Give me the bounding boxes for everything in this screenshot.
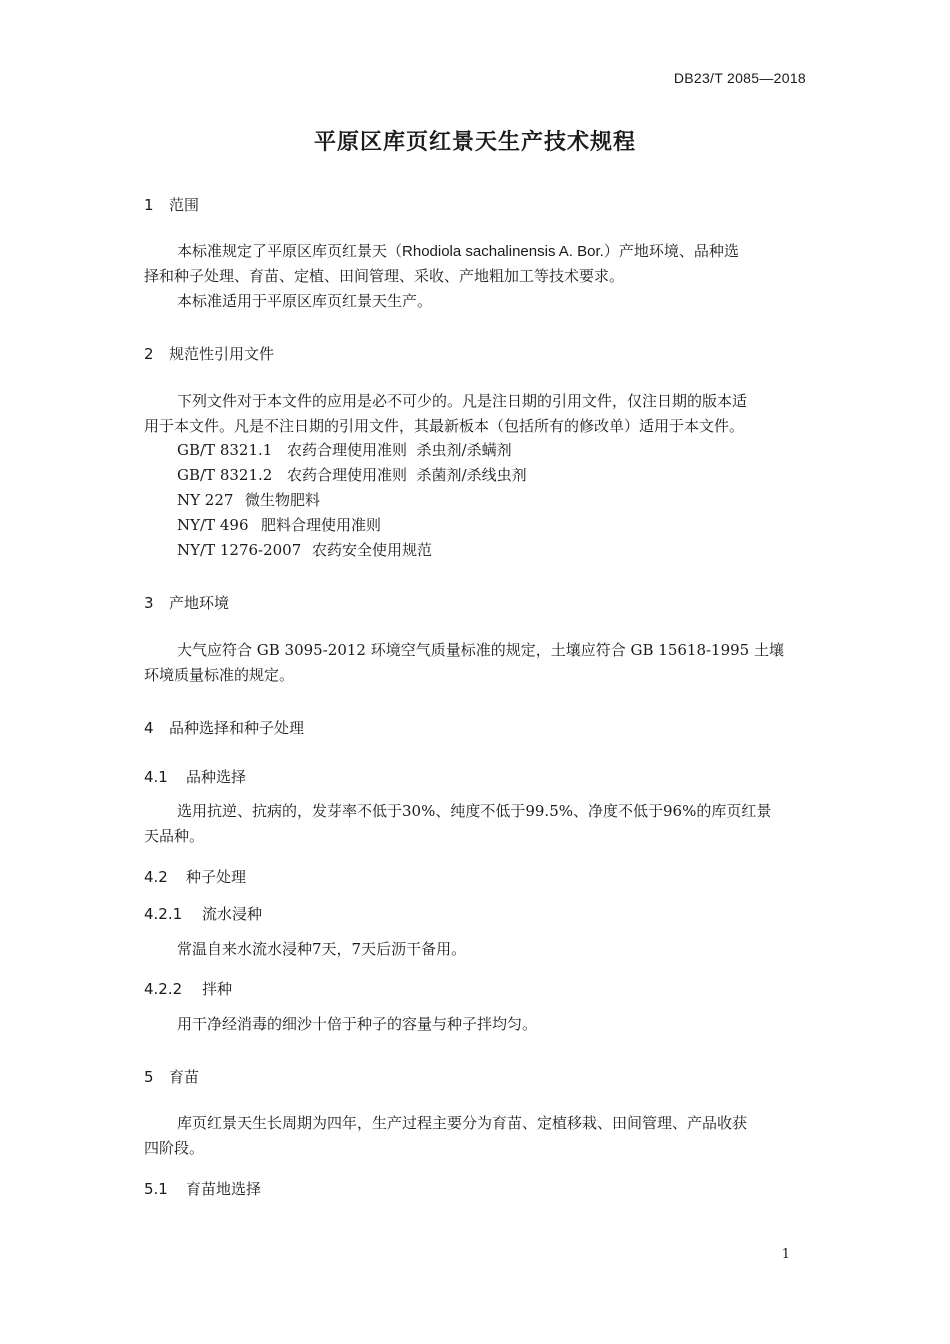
section-number: 1 [144, 196, 154, 214]
section-number: 4.2.1 [144, 905, 183, 923]
section-title: 育苗 [169, 1068, 200, 1086]
latin-name: Rhodiola sachalinensis A. Bor. [402, 243, 604, 260]
section-3-paragraph-1 [144, 638, 806, 688]
section-5-1-heading [144, 1178, 261, 1199]
section-title: 拌种 [202, 980, 233, 998]
section-title: 品种选择 [186, 768, 247, 786]
section-title: 流水浸种 [202, 905, 263, 923]
reference-code: NY 227 [177, 491, 234, 509]
paragraph-line: 环境质量标准的规定。 [144, 666, 295, 684]
section-2-paragraph-1 [144, 389, 806, 439]
section-4-2-2-paragraph [144, 1012, 806, 1037]
section-1-paragraph-1 [144, 239, 806, 289]
reference-item [177, 464, 527, 485]
section-4-1-heading [144, 766, 246, 787]
reference-code: GB/T 8321.1 [177, 441, 273, 459]
section-number: 4 [144, 719, 154, 737]
section-5-heading [144, 1066, 199, 1087]
section-1-heading [144, 194, 199, 215]
section-3-heading [144, 592, 229, 613]
document-title: 平原区库页红景天生产技术规程 [313, 130, 636, 155]
reference-item [177, 539, 432, 560]
section-4-1-paragraph [144, 799, 806, 849]
section-title: 品种选择和种子处理 [169, 719, 305, 737]
standard-code: DB23/T 2085—2018 [673, 70, 806, 86]
paragraph-line: 选用抗逆、抗病的，发芽率不低于30%、纯度不低于99.5%、净度不低于96%的库页红景 [177, 802, 772, 820]
section-4-2-2-heading [144, 978, 232, 999]
reference-item [177, 439, 512, 460]
paragraph-line: 用干净经消毒的细沙十倍于种子的容量与种子拌均匀。 [177, 1015, 538, 1033]
paragraph-line: 四阶段。 [144, 1139, 205, 1157]
section-title: 育苗地选择 [186, 1180, 262, 1198]
section-title: 范围 [169, 196, 200, 214]
paragraph-line: 择和种子处理、育苗、定植、田间管理、采收、产地粗加工等技术要求。 [144, 267, 625, 285]
section-number: 5 [144, 1068, 154, 1086]
paragraph-line: 天品种。 [144, 827, 205, 845]
section-5-paragraph [144, 1111, 806, 1161]
reference-title: 肥料合理使用准则 [261, 516, 382, 534]
section-number: 4.2 [144, 868, 168, 886]
reference-code: GB/T 8321.2 [177, 466, 273, 484]
text-run: ）产地环境、品种选 [603, 242, 739, 260]
section-number: 4.2.2 [144, 980, 183, 998]
section-number: 3 [144, 594, 154, 612]
section-title: 种子处理 [186, 868, 247, 886]
paragraph-line: 大气应符合 GB 3095-2012 环境空气质量标准的规定，土壤应符合 GB 15618-1995 土壤 [177, 641, 784, 659]
reference-item [177, 514, 381, 535]
section-4-heading [144, 717, 304, 738]
section-1-paragraph-2 [144, 289, 806, 314]
paragraph-line: 本标准适用于平原区库页红景天生产。 [177, 292, 433, 310]
paragraph-line: 常温自来水流水浸种7天，7天后沥干备用。 [177, 940, 467, 958]
page-number: 1 [781, 1247, 790, 1262]
section-title: 产地环境 [169, 594, 230, 612]
paragraph-line: 用于本文件。凡是不注日期的引用文件，其最新板本（包括所有的修改单）适用于本文件。 [144, 417, 745, 435]
section-4-2-heading [144, 866, 246, 887]
text-run: 本标准规定了平原区库页红景天（ [177, 242, 403, 260]
reference-code: NY/T 1276-2007 [177, 541, 302, 559]
section-number: 4.1 [144, 768, 168, 786]
reference-title: 农药合理使用准则 杀菌剂/杀线虫剂 [287, 466, 527, 484]
section-number: 2 [144, 345, 154, 363]
section-number: 5.1 [144, 1180, 168, 1198]
paragraph-line [144, 239, 806, 264]
reference-item [177, 489, 320, 510]
paragraph-line: 库页红景天生长周期为四年，生产过程主要分为育苗、定植移栽、田间管理、产品收获 [177, 1114, 748, 1132]
reference-title: 微生物肥料 [245, 491, 321, 509]
reference-title: 农药合理使用准则 杀虫剂/杀螨剂 [287, 441, 512, 459]
reference-code: NY/T 496 [177, 516, 249, 534]
section-title: 规范性引用文件 [169, 345, 275, 363]
section-2-heading [144, 343, 274, 364]
paragraph-line: 下列文件对于本文件的应用是必不可少的。凡是注日期的引用文件，仅注日期的版本适 [177, 392, 748, 410]
reference-title: 农药安全使用规范 [312, 541, 433, 559]
section-4-2-1-paragraph [144, 937, 806, 962]
section-4-2-1-heading [144, 903, 262, 924]
